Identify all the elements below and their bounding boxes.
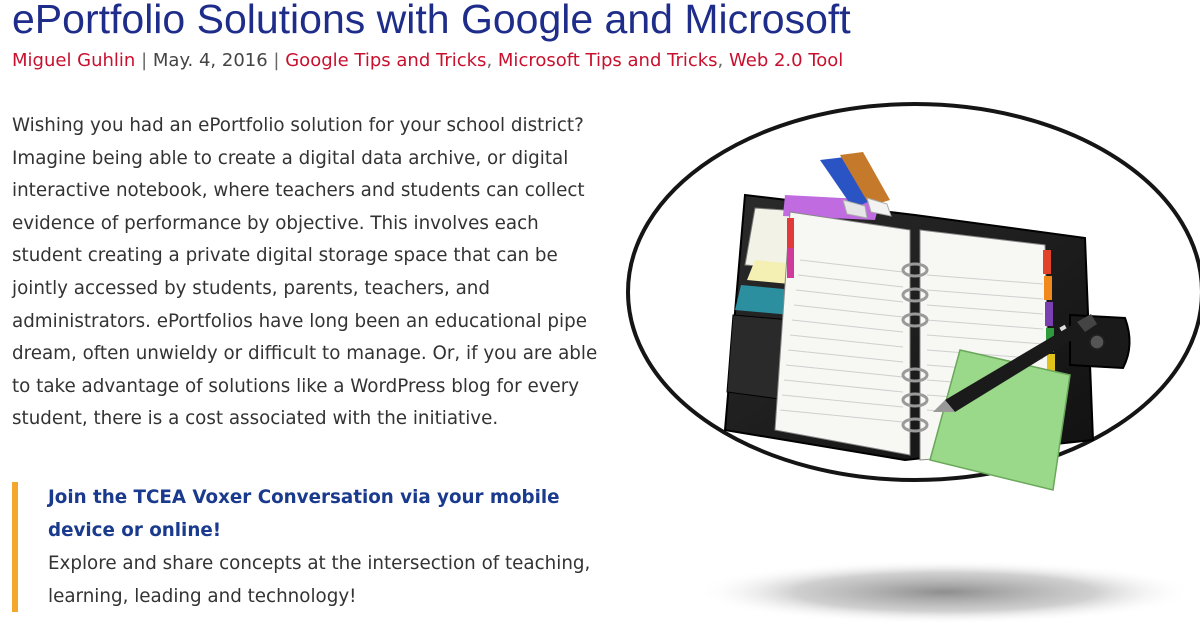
drop-shadow: [695, 560, 1195, 624]
category-link-web20[interactable]: Web 2.0 Tool: [729, 50, 844, 71]
category-link-google[interactable]: Google Tips and Tricks: [285, 50, 487, 71]
post-body-paragraph: Wishing you had an ePortfolio solution for your school district? Imagine being able to create a digital data archive, or digital interactive notebook, where teachers and students can collect evidence of performance by objective. This involves each student creating a private digital storage space that can be jointly accessed by students, parents, teachers, and administrators. ePortfolios have long been an educational pipe dream, often unwieldy or difficult to manage. Or, if you are able to take advantage of solutions like a WordPress blog for every student, there is a cost associated with the initiative.: [12, 115, 598, 430]
post-date: May. 4, 2016: [152, 50, 268, 71]
meta-separator: |: [273, 50, 280, 71]
category-separator: ,: [717, 50, 724, 71]
post-meta: [12, 48, 843, 74]
category-link-microsoft[interactable]: Microsoft Tips and Tricks: [497, 50, 718, 71]
post-title[interactable]: ePortfolio Solutions with Google and Microsoft: [12, 0, 851, 42]
voxer-conversation-link[interactable]: Join the TCEA Voxer Conversation via your mobile device or online!: [48, 487, 560, 541]
author-link[interactable]: Miguel Guhlin: [12, 50, 136, 71]
voxer-callout: [12, 482, 618, 612]
meta-separator: |: [141, 50, 148, 71]
hero-image: [615, 100, 1200, 630]
callout-description: Explore and share concepts at the intersection of teaching, learning, leading and technology!: [48, 553, 591, 607]
category-separator: ,: [486, 50, 493, 71]
planner-organizer-illustration: [615, 100, 1200, 630]
